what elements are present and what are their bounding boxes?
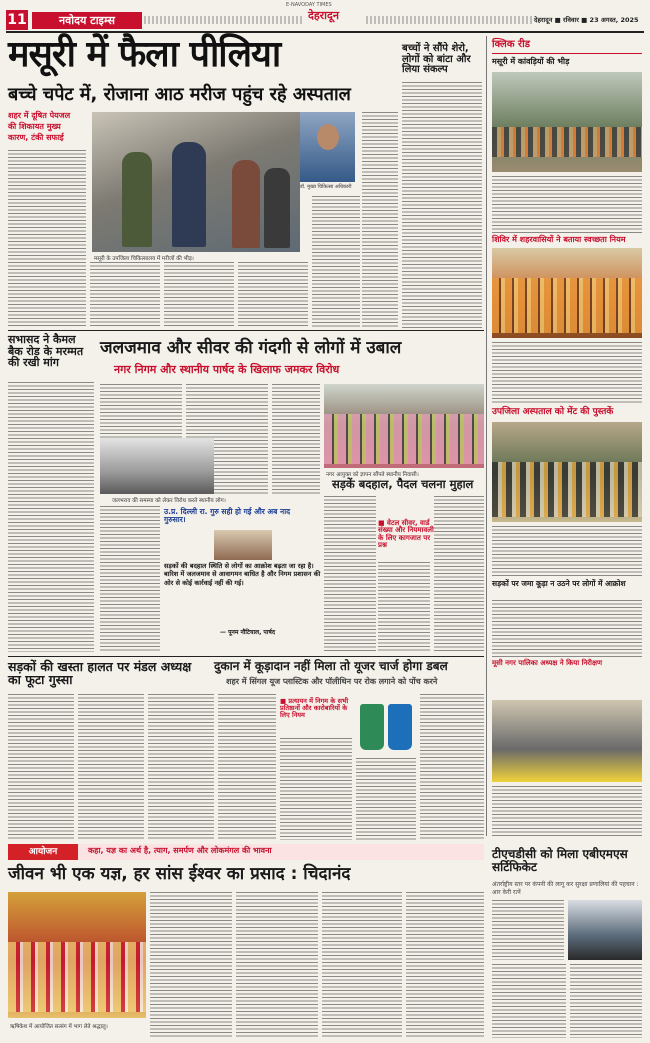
click-read-photo [492, 72, 642, 172]
kids-body-1 [402, 82, 482, 328]
masthead-band-left [144, 16, 304, 24]
city-name: देहरादून [308, 9, 339, 22]
thdc-photo [568, 900, 642, 960]
masthead [6, 2, 644, 32]
lead-photo-caption: मसूरी के उपजिला चिकित्सालय में मरीजों की भीड़। [94, 256, 194, 262]
quote-body: सड़कों की बदहाल स्थिति से लोगों का आक्रोश बढ़ता जा रहा है। बारिश में जलजमाव से आवागमन बाधित है और निगम प्रशासन की ओर से कोई कार्रवाई नहीं की गई। [164, 562, 321, 587]
left-brief-body [8, 382, 94, 652]
top-tiny-label: E-NAVODAY TIMES [286, 2, 332, 8]
aayojan-label: आयोजन [8, 844, 78, 860]
side-bullet-2: की शिकायत मुख्य [8, 122, 61, 131]
click-read-label-box [492, 40, 642, 54]
lead-body-col-4 [238, 262, 308, 328]
photo-person-1 [122, 152, 152, 247]
click-read-title: मसूरी में कांवड़ियों की भीड़ [492, 57, 570, 66]
date-line: देहरादून ■ रविवार ■ 23 अगस्त, 2025 [534, 16, 639, 24]
aayojan-body-1 [150, 892, 232, 1038]
road-pull: ■ वेटल सीवर, वार्ड संख्या और नियमावली के लिए कागजात पर प्रश्न [378, 519, 434, 550]
side-bullet-3: कारण, टंकी सफाई [8, 133, 64, 142]
lead-body-col-6 [362, 112, 398, 328]
main2-photo-1-caption: जलभराव की समस्या को लेकर विरोध करते स्थानीय लोग। [112, 498, 226, 504]
col-separator-right [486, 36, 487, 836]
aayojan-band [8, 844, 484, 860]
paper-name: नवोदय टाइम्स [32, 12, 142, 29]
lead-headline: मसूरी में फैला पीलिया [8, 34, 281, 75]
dustbin-graphic [356, 696, 416, 754]
main2-headline: जलजमाव और सीवर की गंदगी से लोगों में उबाल [100, 338, 402, 358]
potholes-body-2 [78, 694, 144, 840]
group-band [492, 278, 642, 333]
main2-photo-2-caption: नगर आयुक्त को ज्ञापन सौंपते स्थानीय निवासी। [326, 472, 419, 478]
doctor-caption: डॉ. मुख्य चिकित्सा अधिकारी [300, 184, 352, 190]
sidebar-2-photo [492, 422, 642, 522]
fees-body-4 [420, 694, 484, 840]
sidebar-3-photo [492, 700, 642, 782]
dustbin-blue [388, 704, 412, 750]
quote-author: — पूनम नौटियाल, पार्षद [220, 629, 276, 636]
lead-photo [92, 112, 300, 252]
sidebar-2-headline: उपजिला अस्पताल को मेंट की पुस्तकें [492, 407, 614, 417]
photo-person-3 [232, 160, 260, 248]
fees-body-1 [218, 694, 276, 840]
thdc-subhead: अंतर्राष्ट्रीय स्तर पर कंपनी की लागू कर सुरक्षा प्रणालियां की पहचान : आर केरी रत्नें [492, 881, 639, 896]
side-bullet-1: शहर में दूषित पेयजल [8, 111, 71, 120]
potholes-headline: सड़कों की खस्ता हालत पर मंडल अध्यक्ष का फूटा गुस्सा [8, 659, 192, 688]
masthead-rule [6, 31, 644, 33]
main2-photo-2 [324, 384, 484, 468]
doctor-head [317, 124, 339, 150]
main2-body-4 [100, 506, 160, 652]
main2-photo-1 [100, 438, 214, 494]
photo-person-2 [172, 142, 206, 247]
fees-headline: दुकान में कूड़ादान नहीं मिला तो यूजर चार्ज होगा डबल [214, 659, 448, 673]
lead-subhead: बच्चे चपेट में, रोजाना आठ मरीज पहुंच रहे अस्पताल [8, 84, 351, 105]
aayojan-body-2 [236, 892, 318, 1038]
kids-headline: बच्चों ने सौंपे शेरो, लोगों को बांटा और लिया संकल्प [402, 43, 471, 75]
left-brief-headline: सभासद ने कैमल बैक रोड के मरम्मत की रखी मांग [8, 333, 84, 370]
page-number: 11 [7, 12, 27, 28]
dustbin-green [360, 704, 384, 750]
fees-subhead: शहर में सिंगल यूज प्लास्टिक और पॉलीथिन पर रोक लगाने को पोंच करने [226, 677, 438, 686]
sidebar-1-body [492, 342, 642, 404]
lead-body-col-2 [90, 262, 160, 328]
sidebar-3-body [492, 600, 642, 658]
aayojan-photo [8, 892, 146, 1018]
potholes-body-3 [148, 694, 214, 840]
lead-body-col-5 [312, 196, 360, 328]
women-row [324, 414, 484, 464]
aayojan-photo-caption: ऋषिकेश में आयोजित सत्संग में भाग लेते श्रद्धालु। [10, 1024, 108, 1030]
lead-body-col-1 [8, 150, 86, 326]
lead-body-col-3 [164, 262, 234, 328]
sidebar-1-headline: शिविर में शहरवासियों ने बताया स्वच्छता नियम [492, 235, 626, 244]
aayojan-tagline: कहा, यज्ञ का अर्थ है, त्याग, समर्पण और लोकमंगल की भावना [88, 846, 272, 855]
main2-body-3 [272, 384, 320, 496]
rule-potholes [8, 656, 484, 657]
thdc-body-1 [492, 900, 564, 960]
sidebar-3-body-2 [492, 786, 642, 836]
thdc-body-3 [570, 964, 642, 1038]
people-row [492, 462, 642, 517]
quote-photo [214, 530, 272, 560]
doctor-photo [300, 112, 355, 182]
masthead-band-right [366, 16, 534, 24]
photo-person-4 [264, 168, 290, 248]
sidebar-2-body [492, 526, 642, 578]
fees-body-3 [356, 758, 416, 840]
road-body-1 [324, 496, 376, 652]
fees-pull: ■ प्रत्यायन में निगम के सभी प्रतिष्ठानों और कारोबारियों के लिए नियम [280, 697, 349, 719]
sidebar-3-headline: सड़कों पर जमा कूड़ा न उठने पर लोगों में आक्रोश [492, 579, 626, 588]
sidebar-3-sub: मूसी नगर पालिका अध्यक्ष ने किया निरीक्षण [492, 659, 603, 667]
quote-head: उ.प्र. दिल्ली रा. गुरु सही हो गई और अब नाद गुरुसार। [164, 507, 291, 524]
potholes-body-1 [8, 694, 74, 840]
road-body-3 [434, 496, 484, 652]
crowd-band [492, 127, 642, 157]
rule-left-brief [8, 330, 484, 331]
click-read-body [492, 176, 642, 234]
lead-side-box [8, 112, 88, 154]
aayojan-body-3 [322, 892, 402, 1038]
thdc-body-2 [492, 964, 566, 1038]
aayojan-headline: जीवन भी एक यज्ञ, हर सांस ईश्वर का प्रसाद : चिदानंद [8, 864, 351, 884]
sidebar-1-photo [492, 248, 642, 338]
aayojan-body-4 [406, 892, 484, 1038]
road-headline: सड़कें बदहाल, पैदल चलना मुहाल [332, 477, 474, 491]
click-read-label: क्लिक रीड [492, 39, 531, 50]
main2-subhead: नगर निगम और स्थानीय पार्षद के खिलाफ जमकर विरोध [114, 363, 340, 376]
road-body-2 [378, 562, 430, 652]
aayojan-crowd [8, 942, 146, 1012]
fees-body-2 [280, 738, 352, 840]
thdc-headline: टीएचडीसी को मिला एबीएमएस सर्टिफिकेट [492, 847, 628, 874]
